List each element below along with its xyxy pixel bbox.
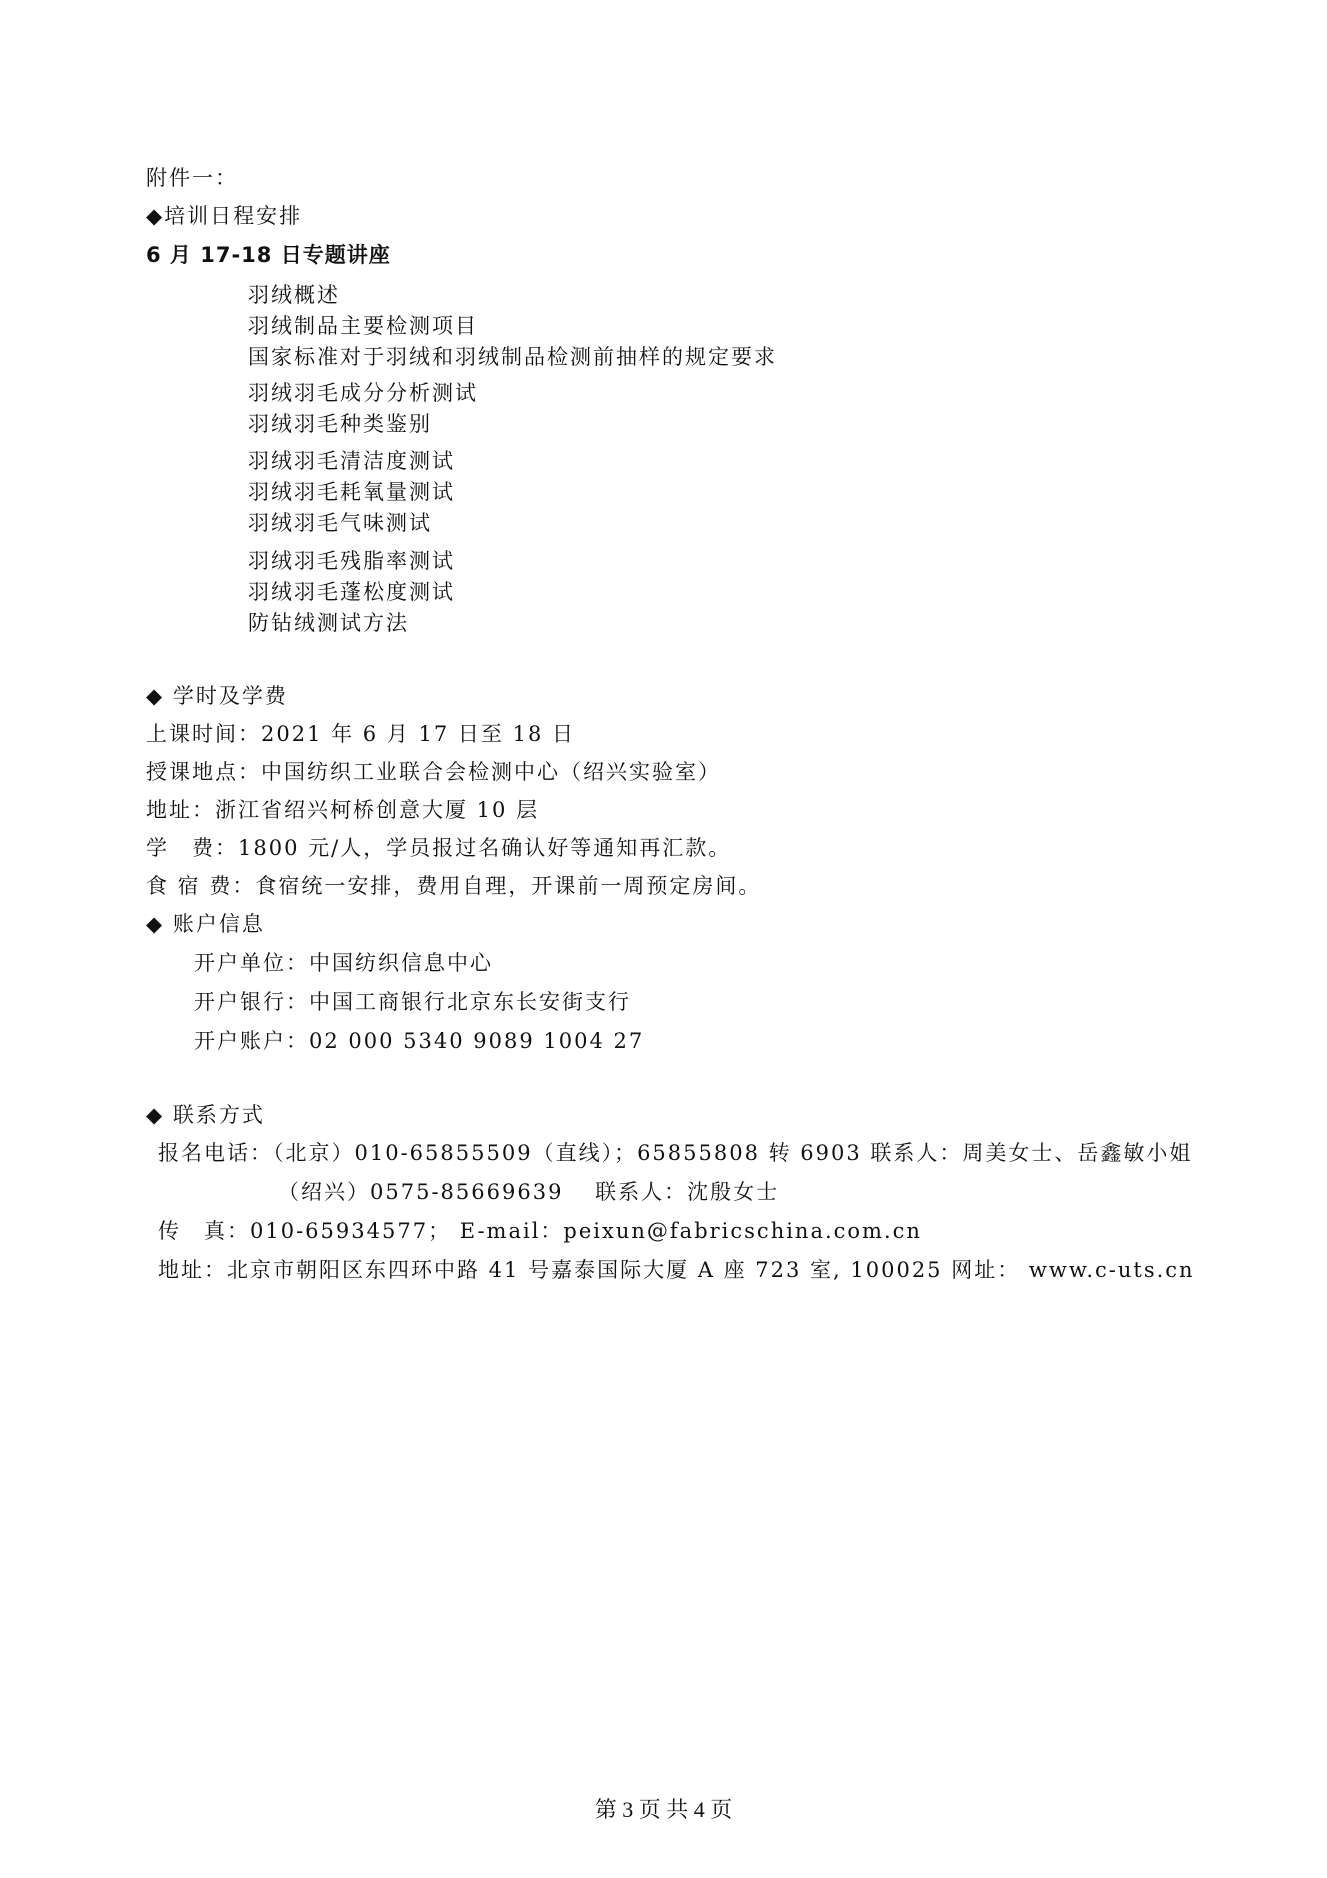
topic-item: 羽绒羽毛清洁度测试	[248, 449, 455, 473]
attachment-label: 附件一：	[146, 166, 238, 190]
topic-item: 羽绒羽毛蓬松度测试	[248, 580, 455, 604]
topic-item: 羽绒羽毛气味测试	[248, 511, 432, 535]
account-unit: 开户单位：中国纺织信息中心	[194, 951, 493, 975]
class-address: 地址：浙江省绍兴柯桥创意大厦 10 层	[146, 798, 540, 822]
topic-item: 羽绒概述	[248, 283, 340, 307]
class-location: 授课地点：中国纺织工业联合会检测中心（绍兴实验室）	[146, 760, 721, 784]
account-bank: 开户银行：中国工商银行北京东长安街支行	[194, 990, 631, 1014]
schedule-heading: ◆培训日程安排	[146, 204, 303, 228]
account-heading: ◆ 账户信息	[146, 912, 265, 936]
contact-fax-email: 传 真：010-65934577； E-mail：peixun@fabricschina.com.cn	[158, 1219, 922, 1243]
lodging-fee: 食 宿 费：食宿统一安排，费用自理，开课前一周预定房间。	[146, 874, 762, 898]
page-number-footer: 第 3 页 共 4 页	[594, 1797, 733, 1822]
topic-item: 防钻绒测试方法	[248, 611, 409, 635]
fees-heading: ◆ 学时及学费	[146, 684, 288, 708]
class-time: 上课时间：2021 年 6 月 17 日至 18 日	[146, 722, 575, 746]
topic-item: 羽绒羽毛残脂率测试	[248, 549, 455, 573]
schedule-date-title: 6 月 17-18 日专题讲座	[146, 243, 391, 267]
topic-item: 国家标准对于羽绒和羽绒制品检测前抽样的规定要求	[248, 345, 777, 369]
topic-item: 羽绒制品主要检测项目	[248, 314, 478, 338]
account-number: 开户账户：02 000 5340 9089 1004 27	[194, 1029, 645, 1053]
contact-heading: ◆ 联系方式	[146, 1103, 265, 1127]
contact-phone-beijing: 报名电话：（北京）010-65855509（直线）；65855808 转 6903 联系人：周美女士、岳鑫敏小姐	[158, 1141, 1193, 1165]
topic-item: 羽绒羽毛耗氧量测试	[248, 480, 455, 504]
contact-address-web: 地址：北京市朝阳区东四环中路 41 号嘉泰国际大厦 A 座 723 室, 100025 网址： www.c-uts.cn	[158, 1258, 1195, 1282]
tuition-fee: 学 费：1800 元/人，学员报过名确认好等通知再汇款。	[146, 836, 732, 860]
contact-phone-shaoxing: （绍兴）0575-85669639 联系人：沈殷女士	[278, 1180, 780, 1204]
topic-item: 羽绒羽毛成分分析测试	[248, 381, 478, 405]
topic-item: 羽绒羽毛种类鉴别	[248, 412, 432, 436]
